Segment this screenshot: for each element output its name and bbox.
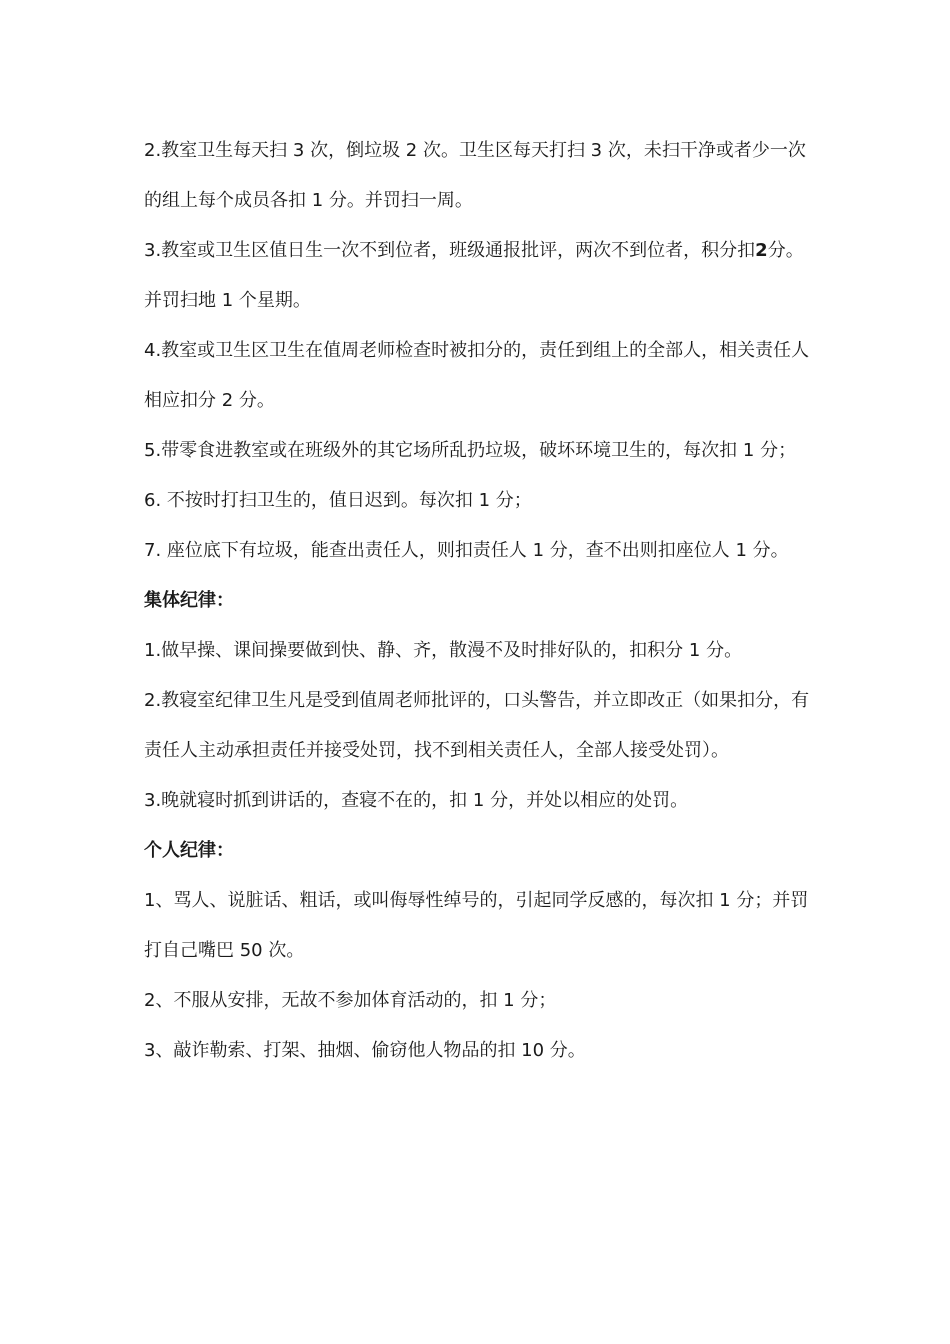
hygiene-item-3-bold-value: 2	[755, 240, 768, 261]
personal-discipline-heading: 个人纪律：	[144, 840, 234, 861]
hygiene-item-2: 2.教室卫生每天扫 3 次，倒垃圾 2 次。卫生区每天打扫 3 次，未扫干净或者少一次的组上每个成员各扣 1 分。并罚扫一周。	[144, 140, 806, 211]
hygiene-item-3-tail: 分。并罚扫地 1 个星期。	[144, 240, 804, 311]
personal-item-1: 1、骂人、说脏话、粗话，或叫侮辱性绰号的，引起同学反感的，每次扣 1 分；并罚打自己嘴巴 50 次。	[144, 890, 809, 961]
collective-item-2: 2.教寝室纪律卫生凡是受到值周老师批评的，口头警告，并立即改正（如果扣分，有责任人主动承担责任并接受处罚，找不到相关责任人，全部人接受处罚）。	[144, 690, 810, 761]
hygiene-item-3-text: 3.教室或卫生区值日生一次不到位者，班级通报批评，两次不到位者，积分扣	[144, 240, 756, 261]
personal-item-2: 2、不服从安排，无故不参加体育活动的，扣 1 分；	[144, 990, 557, 1011]
document-body	[144, 126, 812, 1076]
hygiene-item-7: 7. 座位底下有垃圾，能查出责任人，则扣责任人 1 分，查不出则扣座位人 1 分。	[144, 540, 789, 561]
hygiene-item-4: 4.教室或卫生区卫生在值周老师检查时被扣分的，责任到组上的全部人，相关责任人相应扣分 2 分。	[144, 340, 810, 411]
hygiene-item-5: 5.带零食进教室或在班级外的其它场所乱扔垃圾，破坏环境卫生的，每次扣 1 分；	[144, 440, 797, 461]
hygiene-item-3	[144, 226, 812, 326]
collective-discipline-heading: 集体纪律：	[144, 590, 234, 611]
collective-item-1: 1.做早操、课间操要做到快、静、齐，散漫不及时排好队的，扣积分 1 分。	[144, 640, 743, 661]
personal-item-3: 3、敲诈勒索、打架、抽烟、偷窃他人物品的扣 10 分。	[144, 1040, 586, 1061]
collective-item-3: 3.晚就寝时抓到讲话的，查寝不在的，扣 1 分，并处以相应的处罚。	[144, 790, 689, 811]
hygiene-item-6: 6. 不按时打扫卫生的，值日迟到。每次扣 1 分；	[144, 490, 532, 511]
